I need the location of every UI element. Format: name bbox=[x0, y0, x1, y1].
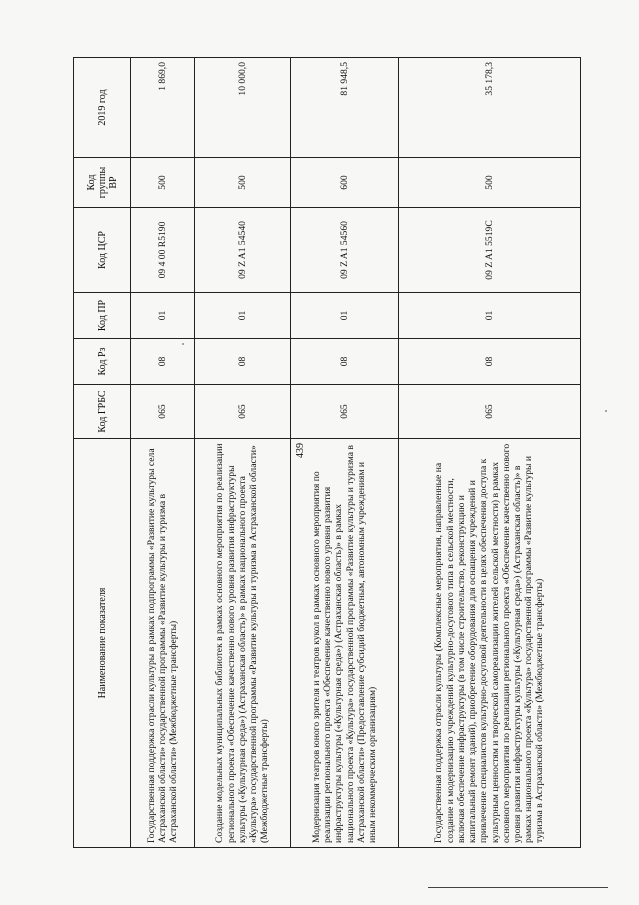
row-rz: 08 bbox=[195, 339, 291, 385]
header-vr: Код группы ВР bbox=[74, 158, 131, 208]
row-name: Модернизация театров юного зрителя и театров кукол в рамках основного мероприятия по реализации регионального проекта «Обеспечение качественно нового уровня развития инфраструктуры культуры («Культурная среда») (Астраханская область)» в рамках национального проекта «Культура» государственной программы «Развитие культуры и туризма в Астраханской области» (Предоставление субсидий бюджетным, автономным учреждениям и иным некоммерческим организациям) bbox=[291, 439, 399, 848]
row-vr: 500 bbox=[399, 158, 581, 208]
row-pr: 01 bbox=[195, 293, 291, 339]
budget-table-rotated bbox=[73, 58, 575, 848]
row-amount: 1 869,0 bbox=[131, 58, 195, 158]
row-amount: 35 178,3 bbox=[399, 58, 581, 158]
row-csr: 09 Z A1 54540 bbox=[195, 208, 291, 293]
row-vr: 500 bbox=[195, 158, 291, 208]
budget-table bbox=[73, 57, 581, 848]
row-pr: 01 bbox=[399, 293, 581, 339]
row-name: Государственная поддержка отрасли культуры (Комплексные мероприятия, направленные на создание и модернизацию учреждений культурно-досугового типа в сельской местности, включая обеспечение инфраструктуры (в том числе строительство, реконструкцию и капитальный ремонт зданий), приобретение оборудования для оснащения учреждений и привлечение специалистов культурно-досуговой деятельности в целях обеспечения доступа к культурным ценностям и творческой самореализации жителей сельской местности) в рамках основного мероприятия по реализации регионального проекта «Обеспечение качественно нового уровня развития инфраструктуры культуры («Культурная среда») (Астраханская область)» в рамках национального проекта «Культура» государственной программы «Развитие культуры и туризма в Астраханской области» (Межбюджетные трансферты) bbox=[399, 439, 581, 848]
row-vr: 500 bbox=[131, 158, 195, 208]
scan-edge-line bbox=[428, 887, 608, 888]
row-name: Государственная поддержка отрасли культуры в рамках подпрограммы «Развитие культуры села Астраханской области» государственной программы «Развитие культуры и туризма в Астраханской области» (Межбюджетные трансферты) bbox=[131, 439, 195, 848]
row-name: Создание модельных муниципальных библиотек в рамках основного мероприятия по реализации регионального проекта «Обеспечение качественно нового уровня развития инфраструктуры культуры («Культурная среда») (Астраханская область)» в рамках национального проекта «Культура» государственной программы «Развитие культуры и туризма в Астраханской области» (Межбюджетные трансферты) bbox=[195, 439, 291, 848]
row-rz: 08 bbox=[291, 339, 399, 385]
row-pr: 01 bbox=[291, 293, 399, 339]
row-amount: 81 948,5 bbox=[291, 58, 399, 158]
row-vr: 600 bbox=[291, 158, 399, 208]
row-csr: 09 Z A1 54560 bbox=[291, 208, 399, 293]
row-amount: 10 000,0 bbox=[195, 58, 291, 158]
row-csr: 09 4 00 R5190 bbox=[131, 208, 195, 293]
row-csr: 09 Z A1 5519C bbox=[399, 208, 581, 293]
row-grbs: 065 bbox=[291, 385, 399, 439]
header-name: Наименование показателя bbox=[74, 439, 131, 848]
header-rz: Код Рз bbox=[74, 339, 131, 385]
row-grbs: 065 bbox=[399, 385, 581, 439]
row-grbs: 065 bbox=[195, 385, 291, 439]
row-pr: 01 bbox=[131, 293, 195, 339]
header-grbs: Код ГРБС bbox=[74, 385, 131, 439]
table-row bbox=[131, 58, 195, 848]
page-number: 439 bbox=[295, 443, 306, 458]
table-row bbox=[195, 58, 291, 848]
table-header-row bbox=[74, 58, 131, 848]
scan-speck bbox=[605, 410, 607, 412]
row-grbs: 065 bbox=[131, 385, 195, 439]
scan-speck bbox=[182, 343, 184, 345]
header-csr: Код ЦСР bbox=[74, 208, 131, 293]
table-row bbox=[291, 58, 399, 848]
row-rz: 08 bbox=[131, 339, 195, 385]
header-year: 2019 год bbox=[74, 58, 131, 158]
table-row bbox=[399, 58, 581, 848]
row-rz: 08 bbox=[399, 339, 581, 385]
header-pr: Код ПР bbox=[74, 293, 131, 339]
